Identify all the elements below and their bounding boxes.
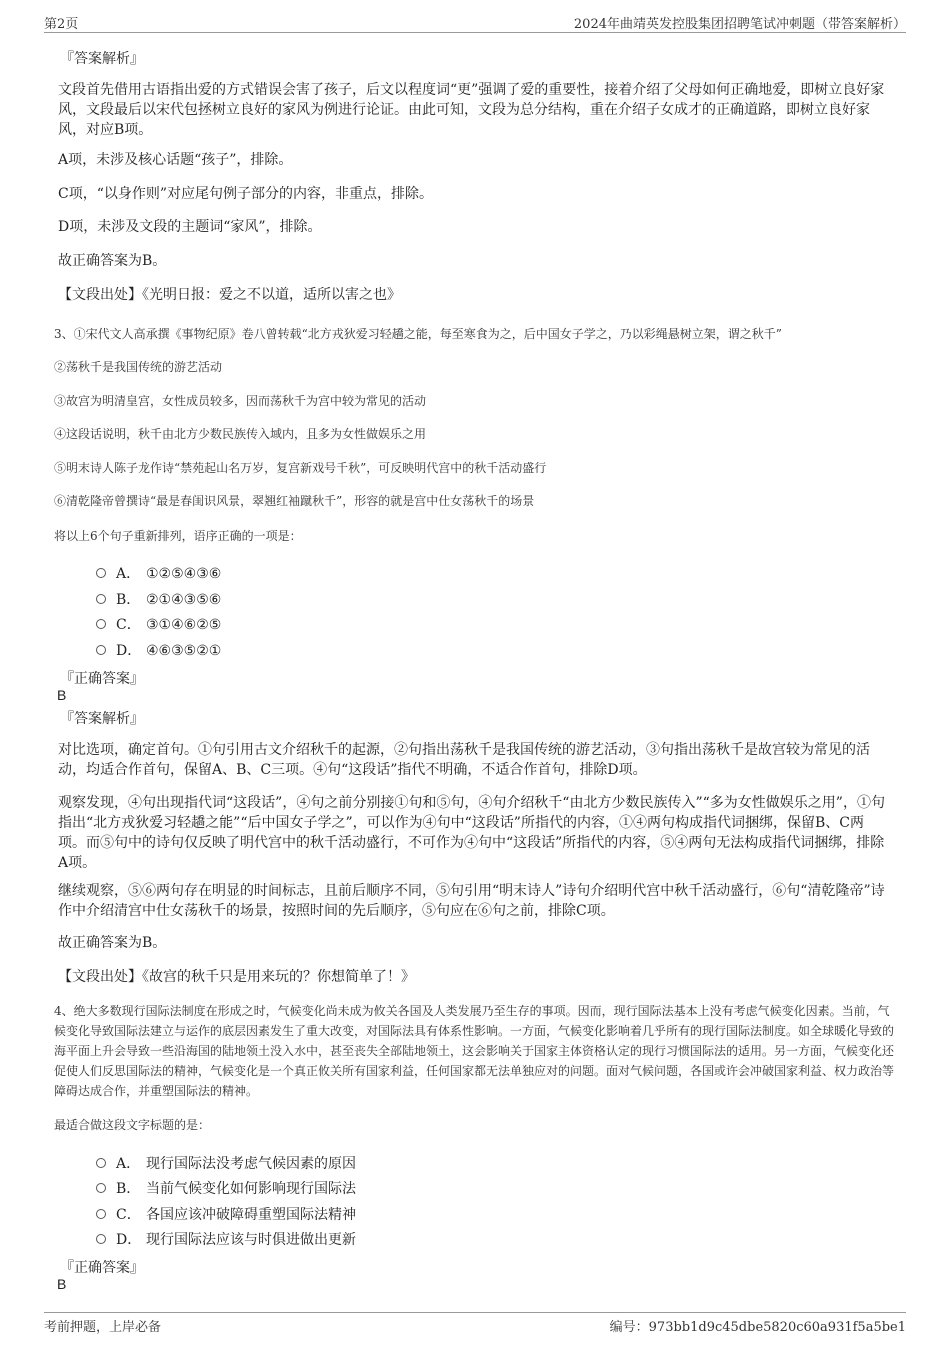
source-citation: 【文段出处】《故宫的秋千只是用来玩的？你想简单了！》 (58, 969, 415, 985)
question-4-stem: 4、绝大多数现行国际法制度在形成之时，气候变化尚未成为攸关各国及人类发展乃至生存的事项。因而，现行国际法基本上没有考虑气候变化因素。当前，气候变化导致国际法建立与运作的底层因素发生了重大改变，对国际法具有体系性影响。一方面，气候变化影响着几乎所有的现行国际法制度。如全球暖化导致的海平面上升会导致一些沿海国的陆地领土没入水中，甚至丧失全部陆地领土，这会影响关于国家主体资格认定的现行习惯国际法的适用。另一方面，气候变化还促使人们反思国际法的精神，气候变化是一个真正攸关所有国家利益，任何国家都无法单独应对的问题。面对气候问题，各国或许会冲破国家利益、权力政治等障碍达成合作，并重塑国际法的精神。 (54, 1004, 895, 1098)
question-3-sentence-2: ②荡秋千是我国传统的游艺活动 (54, 360, 223, 374)
question-3-option-c[interactable]: C． ③①④⑥②⑤ (96, 614, 221, 634)
question-3-prompt: 将以上6个句子重新排列，语序正确的一项是： (54, 529, 302, 543)
correct-answer-label: 『正确答案』 (60, 671, 144, 687)
question-3-sentence-3: ③故宫为明清皇宫，女性成员较多，因而荡秋千为宫中较为常见的活动 (54, 394, 427, 408)
correct-answer: B (57, 1276, 67, 1292)
document-title: 2024年曲靖英发控股集团招聘笔试冲刺题（带答案解析） (573, 17, 906, 32)
analysis-option-c: C项，“以身作则”对应尾句例子部分的内容，非重点，排除。 (58, 186, 434, 202)
radio-icon[interactable] (96, 1209, 106, 1219)
question-4-option-c[interactable]: C． 各国应该冲破障碍重塑国际法精神 (96, 1204, 356, 1224)
analysis-label: 『答案解析』 (60, 51, 144, 67)
radio-icon[interactable] (96, 1158, 106, 1168)
radio-icon[interactable] (96, 645, 106, 655)
page-header (44, 10, 906, 33)
analysis-paragraph-2: 观察发现，④句出现指代词“这段话”，④句之前分别接①句和⑤句，④句介绍秋千“由北方少数民族传入”“多为女性做娱乐之用”，①句指出“北方戎狄爱习轻趫之能”“后中国女子学之”，可以作为④句中“这段话”所指代的内容，①④两句构成指代词捆绑，保留B、C两项。而⑤句中的诗句仅反映了明代宫中的秋千活动盛行，不可作为④句中“这段话”所指代的内容，⑤④两句无法构成指代词捆绑，排除A项。 (58, 795, 885, 871)
analysis-paragraph-1: 对比选项，确定首句。①句引用古文介绍秋千的起源，②句指出荡秋千是我国传统的游艺活动，③句指出荡秋千是故宫较为常见的活动，均适合作首句，保留A、B、C三项。④句“这段话”指代不明确，不适合作首句，排除D项。 (58, 742, 870, 778)
radio-icon[interactable] (96, 1183, 106, 1193)
footer-slogan: 考前押题，上岸必备 (44, 1320, 162, 1335)
question-3-sentence-5: ⑤明末诗人陈子龙作诗“禁苑起山名万岁，复宫新戏号千秋”，可反映明代宫中的秋千活动盛行 (54, 461, 547, 475)
answer-statement: 故正确答案为B。 (58, 935, 167, 951)
question-4-option-d[interactable]: D． 现行国际法应该与时俱进做出更新 (96, 1229, 356, 1249)
analysis-option-d: D项，未涉及文段的主题词“家风”，排除。 (58, 219, 322, 235)
question-3-sentence-1: 3、①宋代文人高承撰《事物纪原》卷八曾转载“北方戎狄爱习轻趫之能，每至寒食为之，后中国女子学之，乃以彩绳悬树立架，谓之秋千” (54, 327, 782, 341)
source-citation: 【文段出处】《光明日报：爱之不以道，适所以害之也》 (58, 287, 401, 303)
question-3-option-b[interactable]: B． ②①④③⑤⑥ (96, 589, 221, 609)
question-3-option-a[interactable]: A． ①②⑤④③⑥ (96, 563, 221, 583)
radio-icon[interactable] (96, 1234, 106, 1244)
analysis-paragraph-3: 继续观察，⑤⑥两句存在明显的时间标志，且前后顺序不同，⑤句引用“明末诗人”诗句介绍明代宫中秋千活动盛行，⑥句“清乾隆帝”诗作中介绍清宫中仕女荡秋千的场景，按照时间的先后顺序，⑤句应在⑥句之前，排除C项。 (58, 883, 885, 919)
question-3-sentence-6: ⑥清乾隆帝曾撰诗“最是春闺识风景，翠翘红袖蹴秋千”，形容的就是宫中仕女荡秋千的场景 (54, 494, 535, 508)
radio-icon[interactable] (96, 619, 106, 629)
analysis-label: 『答案解析』 (60, 711, 144, 727)
radio-icon[interactable] (96, 568, 106, 578)
answer-statement: 故正确答案为B。 (58, 253, 167, 269)
question-3-sentence-4: ④这段话说明，秋千由北方少数民族传入域内，且多为女性做娱乐之用 (54, 427, 427, 441)
page-number: 第2页 (44, 17, 79, 32)
correct-answer: B (57, 687, 67, 703)
radio-icon[interactable] (96, 594, 106, 604)
document-code: 编号：973bb1d9c45dbe5820c60a931f5a5be1 (609, 1320, 906, 1335)
question-4-option-a[interactable]: A． 现行国际法没考虑气候因素的原因 (96, 1153, 356, 1173)
analysis-paragraph: 文段首先借用古语指出爱的方式错误会害了孩子，后文以程度词“更”强调了爱的重要性，接着介绍了父母如何正确地爱，即树立良好家风，文段最后以宋代包拯树立良好的家风为例进行论证。由此可知，文段为总分结构，重在介绍子女成才的正确道路，即树立良好家风，对应B项。 (58, 82, 885, 138)
analysis-option-a: A项，未涉及核心话题“孩子”，排除。 (58, 152, 293, 168)
correct-answer-label: 『正确答案』 (60, 1260, 144, 1276)
question-3-option-d[interactable]: D． ④⑥③⑤②① (96, 640, 221, 660)
page-footer (44, 1312, 906, 1337)
question-4-option-b[interactable]: B． 当前气候变化如何影响现行国际法 (96, 1178, 356, 1198)
question-4-prompt: 最适合做这段文字标题的是： (54, 1118, 211, 1132)
